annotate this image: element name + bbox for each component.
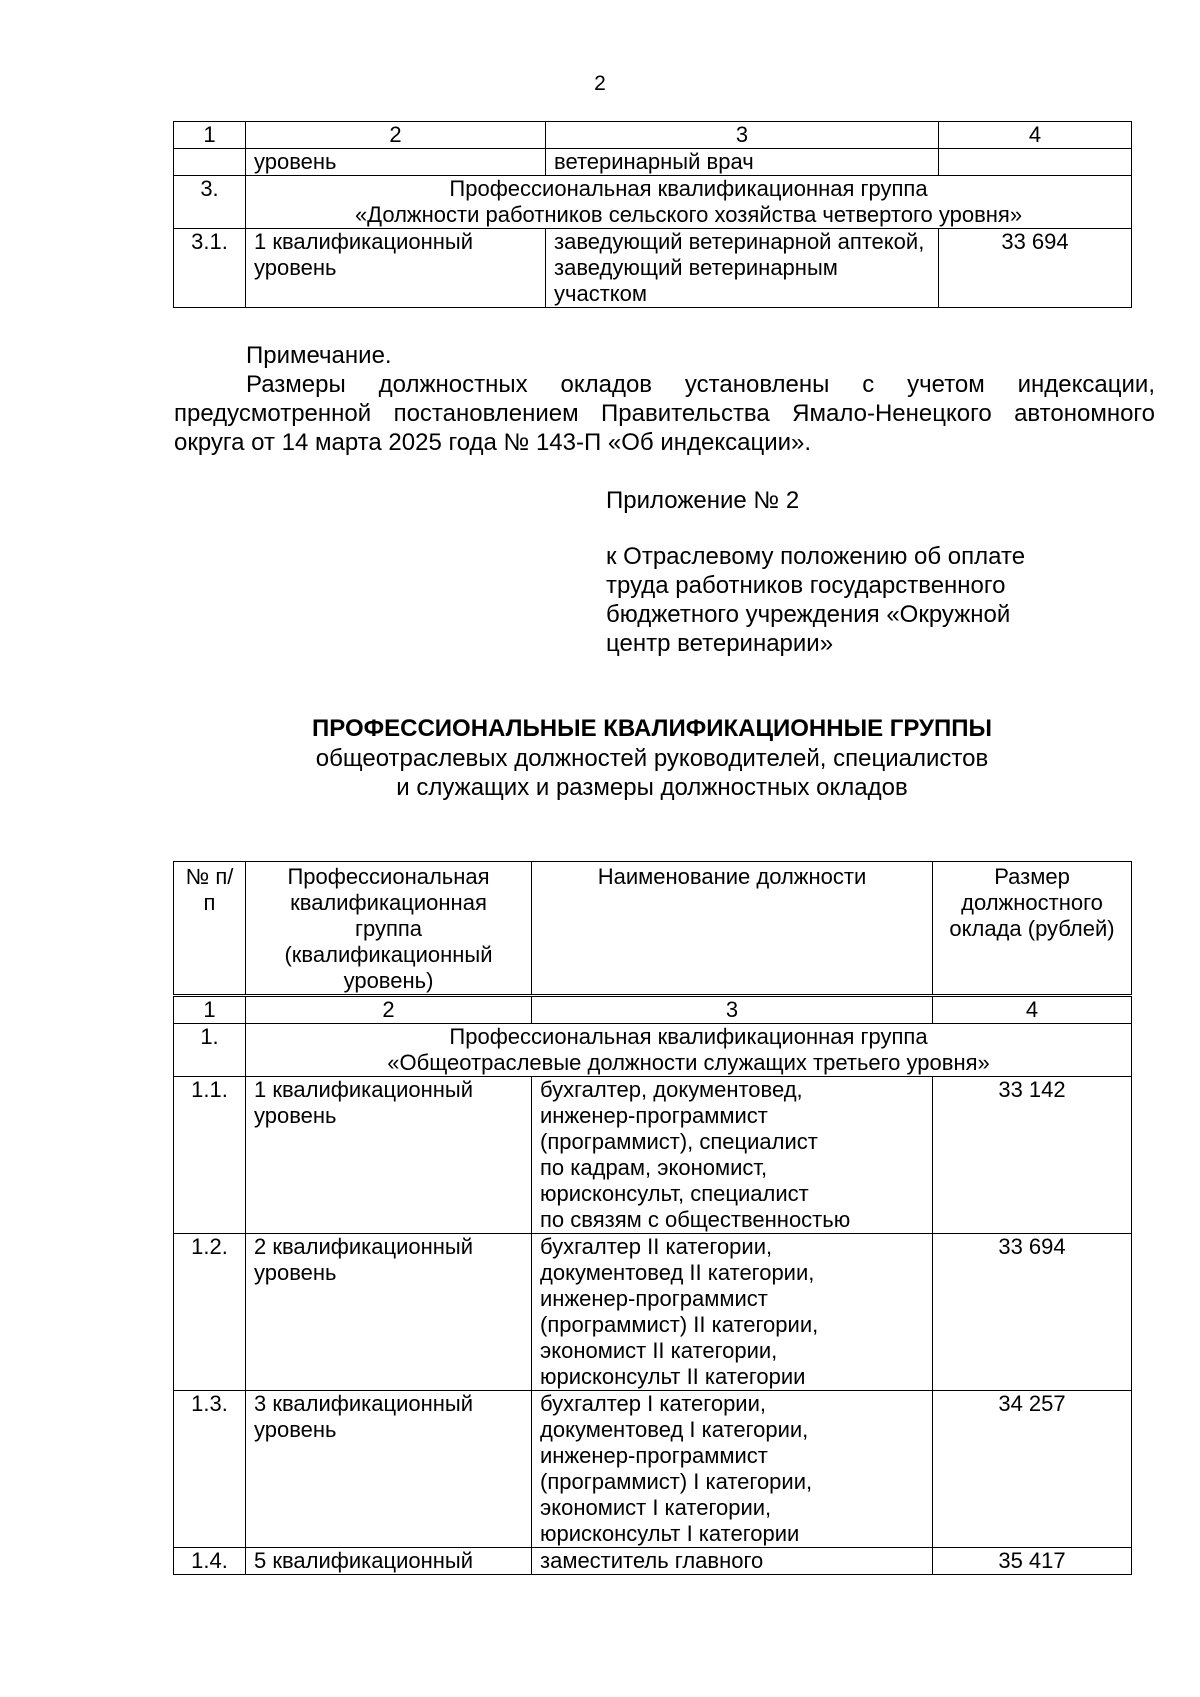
position-cell	[532, 1391, 933, 1548]
document-subheading	[173, 744, 1131, 802]
position-line: документовед II категории,	[540, 1260, 815, 1285]
header-cell: 3	[532, 997, 933, 1024]
page-number: 2	[594, 72, 606, 95]
appendix-title: Приложение № 2	[606, 487, 800, 514]
group-title-line: «Должности работников сельского хозяйства четвертого уровня»	[354, 202, 1023, 227]
num-cell: 1.1.	[174, 1077, 246, 1234]
position-cell	[532, 1548, 933, 1575]
level-cell: 1 квалификационный уровень	[246, 229, 546, 308]
group-title	[246, 176, 1132, 229]
num-cell	[174, 149, 246, 176]
salary-cell	[939, 149, 1132, 176]
position-line: заместитель главного	[540, 1548, 764, 1573]
appendix-line: бюджетного учреждения «Окружной	[606, 601, 1011, 628]
level-cell: 1 квалификационный уровень	[246, 1077, 532, 1234]
num-cell: 3.1.	[174, 229, 246, 308]
position-line: инженер-программист	[540, 1103, 768, 1128]
salary-cell: 35 417	[933, 1548, 1132, 1575]
salary-table-continuation	[173, 121, 1132, 308]
column-header-row	[174, 862, 1132, 995]
position-line: юрисконсульт II категории	[540, 1364, 806, 1389]
header-cell: 1	[174, 997, 246, 1024]
num-cell: 1.4.	[174, 1548, 246, 1575]
level-cell: уровень	[246, 149, 546, 176]
note-text: Размеры должностных окладов установлены с учетом индексации, предусмотренной постановлением Правительства Ямало-Ненецкого автономного округа от 14 марта 2025 года № 143-П «Об индексации».	[174, 371, 1155, 456]
position-cell	[532, 1077, 933, 1234]
group-row	[174, 176, 1132, 229]
group-title-line: Профессиональная квалификационная группа	[449, 1024, 928, 1049]
table-row	[174, 1234, 1132, 1391]
level-cell: 2 квалификационный уровень	[246, 1234, 532, 1391]
subheading-line: общеотраслевых должностей руководителей, специалистов	[315, 745, 989, 772]
position-line: экономист II категории,	[540, 1338, 778, 1363]
position-line: юрисконсульт, специалист	[540, 1181, 809, 1206]
group-number: 3.	[174, 176, 246, 229]
column-header-number: № п/п	[174, 862, 246, 995]
position-line: (программист), специалист	[540, 1129, 818, 1154]
position-line: бухгалтер II категории,	[540, 1234, 773, 1259]
appendix-line: к Отраслевому положению об оплате	[606, 543, 1026, 570]
appendix-line: центр ветеринарии»	[606, 630, 834, 657]
position-line: документовед I категории,	[540, 1417, 809, 1442]
note-label: Примечание.	[246, 342, 392, 369]
salary-cell: 34 257	[933, 1391, 1132, 1548]
salary-table	[173, 996, 1132, 1575]
header-cell: 2	[246, 997, 532, 1024]
position-line: экономист I категории,	[540, 1495, 772, 1520]
group-title-line: Профессиональная квалификационная группа	[449, 176, 928, 201]
position-line: юрисконсульт I категории	[540, 1521, 800, 1546]
salary-table-header	[173, 861, 1132, 995]
column-header-position: Наименование должности	[532, 862, 933, 995]
position-line: бухгалтер I категории,	[540, 1391, 766, 1416]
group-row	[174, 1024, 1132, 1077]
group-title	[246, 1024, 1132, 1077]
header-cell: 1	[174, 122, 246, 149]
header-cell: 2	[246, 122, 546, 149]
header-cell: 4	[939, 122, 1132, 149]
position-line: (программист) I категории,	[540, 1469, 813, 1494]
salary-cell: 33 694	[939, 229, 1132, 308]
header-cell: 3	[546, 122, 939, 149]
appendix-reference	[606, 542, 1106, 658]
position-line: инженер-программист	[540, 1443, 768, 1468]
position-line: инженер-программист	[540, 1286, 768, 1311]
column-header-salary: Размер должностного оклада (рублей)	[933, 862, 1132, 995]
position-line: по кадрам, экономист,	[540, 1155, 768, 1180]
table-row	[174, 1077, 1132, 1234]
level-cell: 5 квалификационный	[246, 1548, 532, 1575]
table-header-numbers	[174, 997, 1132, 1024]
table-row	[174, 1391, 1132, 1548]
position-cell: ветеринарный врач	[546, 149, 939, 176]
table-row	[174, 229, 1132, 308]
salary-cell: 33 142	[933, 1077, 1132, 1234]
salary-cell: 33 694	[933, 1234, 1132, 1391]
position-cell	[532, 1234, 933, 1391]
position-line: бухгалтер, документовед,	[540, 1077, 803, 1102]
position-line: по связям с общественностью	[540, 1207, 851, 1232]
num-cell: 1.3.	[174, 1391, 246, 1548]
table-row	[174, 1548, 1132, 1575]
subheading-line: и служащих и размеры должностных окладов	[396, 774, 908, 801]
position-line: (программист) II категории,	[540, 1312, 819, 1337]
appendix-line: труда работников государственного	[606, 572, 1006, 599]
group-title-line: «Общеотраслевые должности служащих третьего уровня»	[387, 1050, 990, 1075]
column-header-group: Профессиональная квалификационная группа (квалификационный уровень)	[246, 862, 532, 995]
level-cell: 3 квалификационный уровень	[246, 1391, 532, 1548]
header-cell: 4	[933, 997, 1132, 1024]
table-row	[174, 149, 1132, 176]
num-cell: 1.2.	[174, 1234, 246, 1391]
group-number: 1.	[174, 1024, 246, 1077]
table-header-numbers	[174, 122, 1132, 149]
position-cell: заведующий ветеринарной аптекой, заведующий ветеринарным участком	[546, 229, 939, 308]
document-heading: ПРОФЕССИОНАЛЬНЫЕ КВАЛИФИКАЦИОННЫЕ ГРУППЫ	[312, 715, 992, 742]
